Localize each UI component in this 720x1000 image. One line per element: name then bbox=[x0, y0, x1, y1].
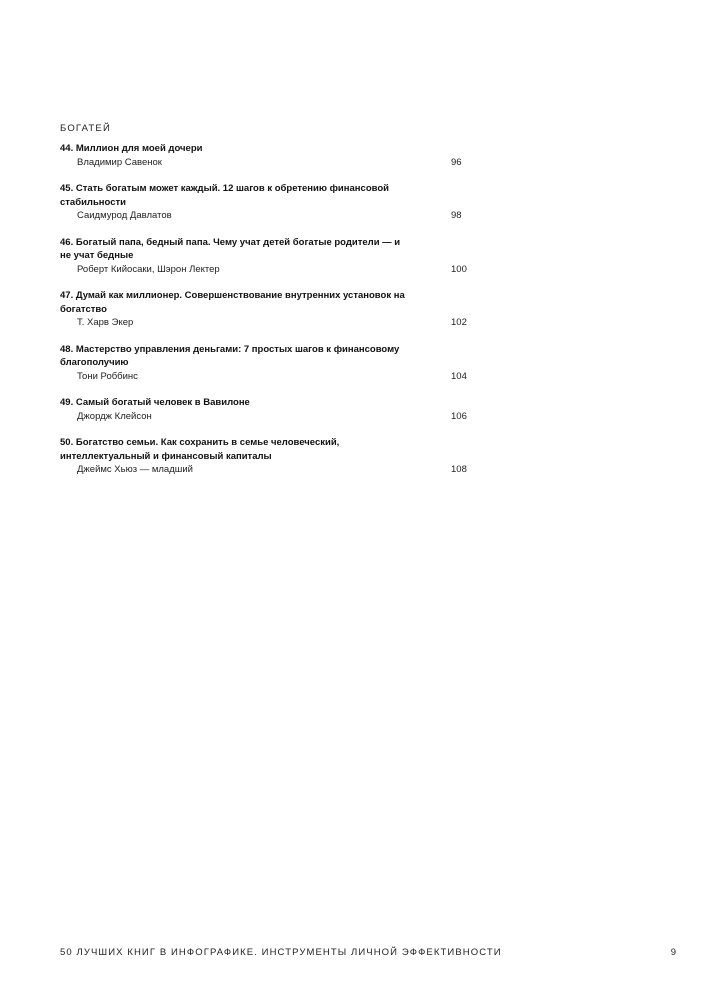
toc-entry-author: Т. Харв Экер bbox=[77, 317, 134, 328]
toc-entry-number: 45. bbox=[60, 183, 74, 194]
toc-entry-title-text: Думай как миллионер. Совершенствование внутренних установок на богатство bbox=[60, 290, 405, 315]
section-title: БОГАТЕЙ bbox=[60, 123, 111, 134]
toc-entry-number: 46. bbox=[60, 236, 74, 248]
toc-entry-48[interactable] bbox=[60, 343, 470, 384]
toc-entry-title-text: Самый богатый человек в Вавилоне bbox=[75, 397, 250, 408]
toc-entry-title bbox=[60, 396, 410, 410]
toc-entry-45[interactable] bbox=[60, 182, 470, 223]
toc-entry-46[interactable] bbox=[60, 236, 470, 277]
toc-entry-page: 102 bbox=[451, 317, 467, 328]
toc-entry-author: Джеймс Хьюз — младший bbox=[77, 464, 193, 475]
toc-entry-49[interactable] bbox=[60, 396, 470, 423]
toc-entry-page: 100 bbox=[451, 263, 467, 275]
page-number: 9 bbox=[670, 947, 676, 958]
toc-entry-author: Джордж Клейсон bbox=[77, 410, 152, 422]
toc-entry-author: Тони Роббинс bbox=[77, 370, 138, 382]
toc-entry-title bbox=[60, 436, 410, 463]
toc-entry-47[interactable] bbox=[60, 289, 470, 330]
toc-entry-page: 98 bbox=[451, 210, 462, 221]
toc-entry-title bbox=[60, 182, 410, 209]
toc-entry-page: 104 bbox=[451, 370, 467, 382]
toc-entry-page: 106 bbox=[451, 410, 467, 422]
toc-entry-title-text: Стать богатым может каждый. 12 шагов к обретению финансовой стабильности bbox=[60, 183, 389, 208]
toc-entry-title-text: Миллион для моей дочери bbox=[75, 143, 203, 154]
toc-entry-author: Саидмурод Давлатов bbox=[77, 210, 172, 221]
toc-entry-author: Роберт Кийосаки, Шэрон Лектер bbox=[77, 263, 220, 275]
toc-entry-number: 47. bbox=[60, 290, 74, 301]
toc-entry-44[interactable] bbox=[60, 142, 470, 169]
toc-entry-50[interactable] bbox=[60, 436, 470, 477]
toc-entry-number: 49. bbox=[60, 397, 74, 408]
toc-entry-page: 108 bbox=[451, 464, 467, 475]
toc-entry-title bbox=[60, 236, 410, 263]
toc-entry-title-text: Богатство семьи. Как сохранить в семье человеческий, интеллектуальный и финансовый капиталы bbox=[60, 437, 340, 462]
toc-entry-title bbox=[60, 289, 410, 316]
running-footer-title: 50 ЛУЧШИХ КНИГ В ИНФОГРАФИКЕ. ИНСТРУМЕНТЫ ЛИЧНОЙ ЭФФЕКТИВНОСТИ bbox=[60, 947, 502, 958]
toc-entry-number: 44. bbox=[60, 143, 74, 154]
toc-entry-title bbox=[60, 142, 410, 156]
toc-entry-number: 48. bbox=[60, 343, 74, 355]
table-of-contents bbox=[60, 142, 470, 490]
toc-entry-author: Владимир Савенок bbox=[77, 156, 162, 168]
toc-entry-title-text: Богатый папа, бедный папа. Чему учат детей богатые родители — и не учат бедные bbox=[60, 236, 401, 261]
toc-entry-title bbox=[60, 343, 410, 370]
toc-entry-number: 50. bbox=[60, 437, 74, 448]
toc-entry-page: 96 bbox=[451, 156, 462, 168]
toc-entry-title-text: Мастерство управления деньгами: 7 простых шагов к финансовому благополучию bbox=[60, 343, 400, 368]
